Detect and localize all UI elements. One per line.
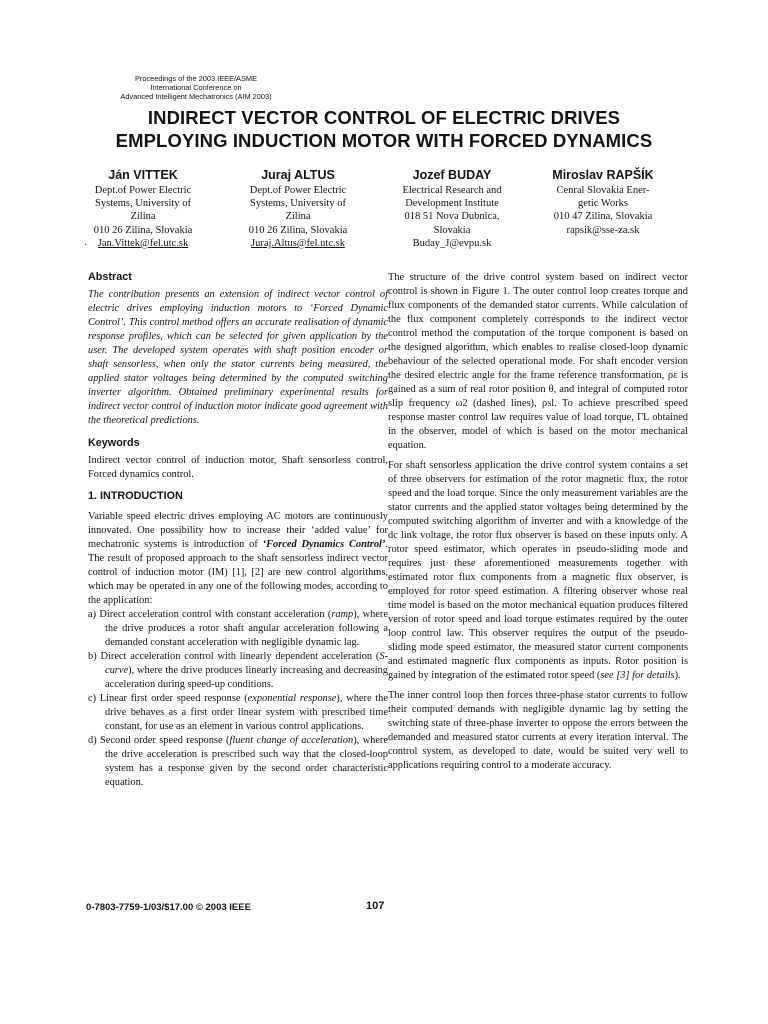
- list-item: [88, 692, 388, 734]
- body-paragraph: [388, 459, 688, 683]
- body-paragraph: The inner control loop then forces three-phase stator currents to follow their computed demands with negligible dynamic lag by setting the switching state of three-phase inverter to oppose the errors between the demanded and measured stator currents at every iteration interval. The control system, as developed to date, would be suited very well to applications requiring control to a moderate accuracy.: [388, 690, 688, 771]
- list-text: ), where the drive produces linearly increasing and decreasing acceleration during speed-up conditions.: [105, 665, 388, 690]
- list-emphasis: fluent change of acceleration: [229, 735, 354, 746]
- intro-text: Variable speed electric drives employing AC motors are continuously innovated. One possibility how to increase their ‘added value’ for mechatronic systems is introduction of: [88, 511, 388, 550]
- list-item: [88, 608, 388, 650]
- abstract-heading: Abstract: [88, 271, 132, 283]
- list-emphasis: S-curve: [105, 651, 388, 676]
- author-address: 010 26 Zilina, Slovakia: [93, 224, 193, 236]
- author-affiliation: Electrical Research and: [402, 185, 502, 196]
- author-affiliation: Cenral Slovakia Ener-: [556, 185, 650, 196]
- author-address: 010 47 Zilina, Slovakia: [553, 211, 653, 223]
- list-text: ), where the drive behaves as a first order linear system with prescribed time constant, for use as an element in various control applications.: [105, 693, 388, 732]
- list-text: Linear first order speed response (: [96, 693, 248, 704]
- author-block: [223, 167, 373, 250]
- page-number: 107: [366, 900, 385, 912]
- list-item: [88, 734, 388, 790]
- abstract-text: The contribution presents an extension of indirect vector control of electric drives employing induction motors to ‘Forced Dynamic Control’. This control method offers an accurate realisation of dynamic response profiles, which can be selected for given application by the user. The developed system operates with shaft position encoder or shaft sensorless, when only the stator currents being measured, the applied stator voltages being determined by the computed switching inverter algorithm. Obtained preliminary experimental results for indirect vector control of induction motor indicate good agreement with the theoretical predictions.: [88, 289, 388, 426]
- author-affiliation: Dept.of Power Electric: [94, 185, 192, 196]
- author-affiliation: Zilina: [285, 211, 311, 223]
- author-affiliation: getic Works: [578, 198, 628, 210]
- list-marker: c): [88, 693, 97, 704]
- right-column: [388, 271, 688, 773]
- author-email[interactable]: Jan.Vittek@fel.utc.sk: [97, 237, 189, 249]
- author-address: 018 51 Nova Dubnica,: [404, 211, 500, 223]
- author-email: Buday_J@evpu.sk: [412, 237, 492, 249]
- list-text: ), where the drive produces a rotor shaft angular acceleration following a demanded constant acceleration with negligible dynamic lag.: [105, 609, 388, 648]
- list-text: Second order speed response (: [96, 735, 230, 746]
- author-address: 010 26 Zilina, Slovakia: [248, 224, 348, 236]
- introduction-heading: 1. INTRODUCTION: [88, 490, 183, 502]
- list-marker: b): [88, 651, 97, 662]
- author-affiliation: Development Institute: [405, 198, 499, 210]
- left-column: [88, 270, 388, 790]
- list-emphasis: ramp: [331, 609, 354, 620]
- author-email: rapsik@sse-za.sk: [566, 224, 640, 236]
- body-paragraph: The structure of the drive control system based on indirect vector control is shown in Figure 1. The outer control loop creates torque and flux components of the demanded stator currents. While calculation of the flux component completely corresponds to the indirect vector control method the computation of the torque component is based on the designed algorithm, which enables to realise closed-loop dynamic behaviour of the selected operational mode. For shaft encoder version the desired electric angle for the frame reference transformation, ρε is gained as a sum of real rotor position θ, and integral of computed rotor slip frequency ω2 (dashed lines), ρsl. To achieve prescribed speed response master control law requires value of load torque, ΓL obtained in the observer, model of which is based on the motor mechanical equation.: [388, 272, 688, 451]
- author-block: [377, 167, 527, 250]
- intro-text: . The result of proposed approach to the shaft sensorless indirect vector control of induction motor (IM) [1], [2] are new control algorithms, which may be operated in any one of the following modes, according to the application:: [88, 539, 388, 606]
- author-name: Juraj ALTUS: [261, 168, 335, 182]
- margin-dot: ·: [84, 240, 88, 251]
- author-name: Miroslav RAPŠÍK: [552, 168, 654, 182]
- author-affiliation: Systems, University of: [250, 198, 346, 210]
- author-affiliation: Zilina: [130, 211, 156, 223]
- list-emphasis: exponential response: [247, 693, 337, 704]
- copyright-notice: 0-7803-7759-1/03/$17.00 © 2003 IEEE: [86, 902, 251, 913]
- list-text: Direct acceleration control with constant acceleration (: [96, 609, 332, 620]
- list-item: [88, 650, 388, 692]
- author-block: [68, 167, 218, 250]
- author-block: [528, 167, 678, 237]
- list-marker: d): [88, 735, 97, 746]
- list-marker: a): [88, 609, 97, 620]
- author-affiliation: Dept.of Power Electric: [249, 185, 347, 196]
- proceedings-line: Advanced Intelligent Mechatronics (AIM 2003): [120, 92, 272, 101]
- body-emphasis: see [3] for details: [600, 670, 675, 681]
- proceedings-line: Proceedings of the 2003 IEEE/ASME: [134, 74, 258, 83]
- body-text: ).: [674, 670, 681, 681]
- author-address: Slovakia: [433, 224, 471, 236]
- paper-title-line-2: EMPLOYING INDUCTION MOTOR WITH FORCED DYNAMICS: [115, 130, 653, 151]
- author-name: Jozef BUDAY: [412, 168, 492, 182]
- introduction-paragraph: [88, 510, 388, 608]
- keywords-heading: Keywords: [88, 437, 140, 449]
- proceedings-header: [86, 74, 306, 101]
- list-text: ), where the drive acceleration is prescribed such way that the closed-loop system has a response given by the second order characteristic equation.: [105, 735, 389, 788]
- author-email[interactable]: Juraj.Altus@fel.utc.sk: [251, 237, 345, 249]
- proceedings-line: International Conference on: [150, 83, 242, 92]
- author-affiliation: Systems, University of: [95, 198, 191, 210]
- keywords-text: Indirect vector control of induction motor, Shaft sensorless control, Forced dynamics control.: [88, 455, 388, 480]
- list-text: Direct acceleration control with linearly dependent acceleration (: [96, 651, 380, 662]
- author-name: Ján VITTEK: [108, 168, 178, 182]
- paper-title-line-1: INDIRECT VECTOR CONTROL OF ELECTRIC DRIVES: [147, 107, 621, 128]
- intro-emphasis: ‘Forced Dynamics Control’: [262, 539, 386, 550]
- body-text: For shaft sensorless application the drive control system contains a set of three observers for estimation of the rotor magnetic flux, the rotor speed and the load torque. Since the only measurement variables are the stator currents and the applied stator voltages being determined by the computed switching algorithm of inverter and with a knowledge of the dc link voltage, the rotor flux observer is based on these inputs only. A rotor speed estimator, which operates in pseudo-sliding mode and requires just these aforementioned measurements together with estimated rotor flux components from a magnetic flux observer, is employed for rotor speed estimation. A filtering observer whose real time model is based on the motor mechanical equation produces filtered version of rotor speed and load torque estimates required by the outer loop control law. This observer requires the output of the pseudo-sliding mode speed estimator, the measured stator current components and estimated magnetic flux components as inputs. Rotor position is gained by integration of the estimated rotor speed (: [388, 460, 688, 681]
